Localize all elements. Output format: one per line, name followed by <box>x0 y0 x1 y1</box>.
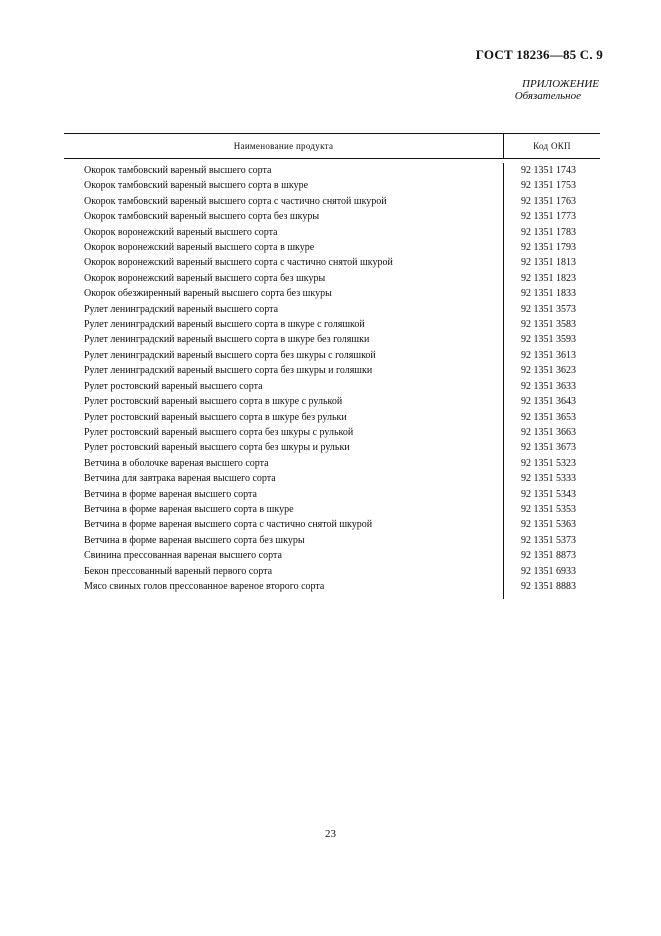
appendix-status: Обязательное <box>514 90 581 102</box>
product-name-cell: Окорок тамбовский вареный высшего сорта <box>84 165 272 176</box>
table-row <box>64 178 600 193</box>
okp-code-cell: 92 1351 3623 <box>503 363 600 378</box>
table-row <box>64 255 600 270</box>
product-name-cell: Окорок тамбовский вареный высшего сорта без шкуры <box>84 211 320 223</box>
okp-code-cell: 92 1351 8873 <box>503 548 600 563</box>
table-row <box>64 302 600 317</box>
table-row <box>64 410 600 425</box>
product-name-cell: Мясо свиных голов прессованное вареное второго сорта <box>84 580 325 592</box>
product-name-cell: Окорок воронежский вареный высшего сорта в шкуре <box>84 242 315 254</box>
product-name-cell: Рулет ленинградский вареный высшего сорта в шкуре без голяшки <box>84 334 370 346</box>
okp-code-cell: 92 1351 1813 <box>503 255 600 270</box>
table-row <box>64 502 600 517</box>
okp-code-cell: 92 1351 3673 <box>503 440 600 455</box>
table-row <box>64 533 600 548</box>
okp-code-cell: 92 1351 5363 <box>503 517 600 532</box>
table-row <box>64 487 600 502</box>
table-row <box>64 564 600 579</box>
okp-code-cell: 92 1351 5323 <box>503 456 600 471</box>
table-row <box>64 286 600 301</box>
table-row <box>64 379 600 394</box>
table-body <box>64 159 600 594</box>
appendix-title: ПРИЛОЖЕНИЕ <box>522 78 599 90</box>
okp-code-cell: 92 1351 1783 <box>503 225 600 240</box>
product-name-cell: Рулет ростовский вареный высшего сорта без шкуры и рульки <box>84 442 350 454</box>
okp-code-cell: 92 1351 3583 <box>503 317 600 332</box>
okp-code-cell: 92 1351 3573 <box>503 302 600 317</box>
table-row <box>64 440 600 455</box>
okp-code-cell: 92 1351 3633 <box>503 379 600 394</box>
table-row <box>64 225 600 240</box>
product-name-cell: Рулет ленинградский вареный высшего сорта <box>84 303 279 315</box>
table-tail <box>64 594 600 599</box>
okp-code-cell: 92 1351 8883 <box>503 579 600 594</box>
product-name-cell: Окорок обезжиренный вареный высшего сорта без шкуры <box>84 288 332 300</box>
okp-code-cell: 92 1351 3653 <box>503 410 600 425</box>
table-row <box>64 471 600 486</box>
table-row <box>64 394 600 409</box>
product-name-cell: Окорок воронежский вареный высшего сорта без шкуры <box>84 272 326 284</box>
product-name-cell: Рулет ленинградский вареный высшего сорта без шкуры с голяшкой <box>84 349 376 361</box>
table-row <box>64 317 600 332</box>
okp-code-cell: 92 1351 5333 <box>503 471 600 486</box>
product-name-cell: Окорок тамбовский вареный высшего сорта в шкуре <box>84 180 309 192</box>
product-name-cell: Рулет ростовский вареный высшего сорта в шкуре с рулькой <box>84 396 343 408</box>
okp-code-cell: 92 1351 6933 <box>503 564 600 579</box>
table-row <box>64 240 600 255</box>
page-number: 23 <box>325 828 336 840</box>
okp-code-cell: 92 1351 5373 <box>503 533 600 548</box>
table-row <box>64 579 600 594</box>
appendix-label <box>515 78 599 102</box>
table-header <box>64 134 600 159</box>
okp-code-cell: 92 1351 1793 <box>503 240 600 255</box>
product-name-cell: Рулет ростовский вареный высшего сорта <box>84 380 263 392</box>
table-row <box>64 332 600 347</box>
table-row <box>64 209 600 224</box>
table-row <box>64 456 600 471</box>
okp-code-cell: 92 1351 1753 <box>503 178 600 193</box>
product-name-cell: Окорок воронежский вареный высшего сорта с частично снятой шкурой <box>84 257 393 269</box>
table-row <box>64 548 600 563</box>
product-name-cell: Рулет ленинградский вареный высшего сорта в шкуре с голяшкой <box>84 319 365 331</box>
product-name-cell: Свинина прессованная вареная высшего сорта <box>84 550 282 562</box>
okp-code-cell: 92 1351 5353 <box>503 502 600 517</box>
table-row <box>64 194 600 209</box>
product-name-cell: Ветчина в оболочке вареная высшего сорта <box>84 457 269 469</box>
product-table <box>64 133 600 599</box>
product-name-cell: Рулет ростовский вареный высшего сорта в шкуре без рульки <box>84 411 347 423</box>
product-name-cell: Рулет ленинградский вареный высшего сорта без шкуры и голяшки <box>84 365 373 377</box>
okp-code-cell: 92 1351 1833 <box>503 286 600 301</box>
document-reference: ГОСТ 18236—85 С. 9 <box>475 47 603 62</box>
product-name-cell: Ветчина в форме вареная высшего сорта <box>84 488 257 500</box>
okp-code-cell: 92 1351 1763 <box>503 194 600 209</box>
okp-code-cell: 92 1351 3613 <box>503 348 600 363</box>
column-header-product-name: Наименование продукта <box>233 141 334 151</box>
table-row <box>64 363 600 378</box>
table-row <box>64 517 600 532</box>
table-row <box>64 163 600 178</box>
okp-code-cell: 92 1351 1743 <box>503 163 600 178</box>
table-row <box>64 348 600 363</box>
table-row <box>64 271 600 286</box>
okp-code-cell: 92 1351 3593 <box>503 332 600 347</box>
product-name-cell: Ветчина в форме вареная высшего сорта в шкуре <box>84 503 294 515</box>
product-name-cell: Ветчина в форме вареная высшего сорта с частично снятой шкурой <box>84 519 373 531</box>
okp-code-cell: 92 1351 1773 <box>503 209 600 224</box>
product-name-cell: Ветчина для завтрака вареная высшего сорта <box>84 473 276 485</box>
product-name-cell: Бекон прессованный вареный первого сорта <box>84 565 273 577</box>
column-header-okp-code: Код ОКП <box>503 134 600 158</box>
okp-code-cell: 92 1351 5343 <box>503 487 600 502</box>
product-name-cell: Рулет ростовский вареный высшего сорта без шкуры с рулькой <box>84 426 354 438</box>
okp-code-cell: 92 1351 3643 <box>503 394 600 409</box>
product-name-cell: Окорок воронежский вареный высшего сорта <box>84 226 278 238</box>
okp-code-cell: 92 1351 3663 <box>503 425 600 440</box>
product-name-cell: Ветчина в форме вареная высшего сорта без шкуры <box>84 534 305 546</box>
table-row <box>64 425 600 440</box>
okp-code-cell: 92 1351 1823 <box>503 271 600 286</box>
product-name-cell: Окорок тамбовский вареный высшего сорта с частично снятой шкурой <box>84 195 387 207</box>
